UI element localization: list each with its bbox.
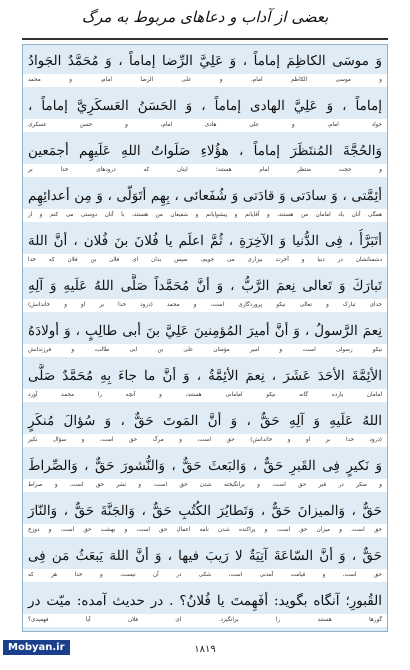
verse-line [23,137,387,179]
page-header [0,0,410,42]
persian-translation: دشمنانشان در دنیا و آخرت بیزاری می جویم، سپس بدان ای فلان بن فلان که خدا [23,254,387,267]
persian-translation: جواد امام، و علی هادی امام، و حسن عسکری [23,119,387,132]
header-divider [22,38,388,40]
verse-line [23,92,387,134]
page-number: ۱۸۱۹ [194,644,216,655]
verse-line [23,587,387,629]
arabic-text: القُبورِ؛ آنگاه بگوید: أفَهِمتَ يا فُلانُ؟ . در حدیث آمده: میّت در [28,593,382,609]
persian-translation: و حجت منتظر امام هستند؛ اینان که درودهای خدا بر [23,164,387,177]
page-title: بعضی از آداب و دعاهای مربوط به مرگ [81,8,329,26]
verse-line [23,362,387,404]
arabic-text: إماماً ، وَ عَلِيَّ الهادی إماماً ، وَ الحَسَنُ العَسكَرِيَّ إماماً ، [28,98,382,114]
site-logo[interactable]: Mobyan.ir [3,640,70,655]
verse-line [23,47,387,89]
verse-line [23,272,387,314]
persian-translation: همگی آنان باد امامان من هستند، و آقایانم و پیشوایانم و شفیعان من هستند، با آنان دوستی می کنم و از [23,209,387,222]
persian-translation: و منکر در قبر حق است، و برانگیخته شدن حق است، و نشر حق است، و صراط [23,479,387,492]
persian-translation: گورها هستند را برانگیزد. ای فلان آیا فهمیدی؟ [23,614,387,627]
verse-line [23,452,387,494]
persian-translation: حق است، و قیامت آمدنی است، شکی در آن نیست، و خدا هر که [23,569,387,582]
persian-translation: (درود خدا بر او و خاندانش) حق است، و مرگ حق است، و سؤال نکیر [23,434,387,447]
verse-line [23,182,387,224]
arabic-text: الأئِمَّةَ الأحَدَ عَشَرَ ، نِعمَ الأئِمَّةُ ، وَ أنَّ ما جاءَ بِهِ مُحَمَّدٌ صَلَّى [28,368,382,384]
verse-line [23,317,387,359]
arabic-text: نِعمَ الرَّسولُ ، وَ أنَّ أميرَ المُؤمِنينَ عَلِيَّ بنَ أبی طالِبٍ ، وَ أولادَهُ [28,323,382,339]
arabic-text: تَبارَكَ وَ تَعالى نِعمَ الرَّبُّ ، وَ أنَّ مُحَمَّداً صَلَّى اللهُ عَلَيهِ وَ آلِهِ [28,278,382,294]
verse-line [23,407,387,449]
arabic-text: حَقٌّ ، وَ أنَّ السّاعَةَ آتِيَةٌ لا رَيبَ فيها ، وَ أنَّ اللهَ يَبعَثُ مَن فِی [28,548,382,564]
persian-translation: حق است، و میزان حق است، و پراکنده شدن نامه اعمال حق است، و بهشت حق است، و دوزخ [23,524,387,537]
arabic-text: أئِمَّتی ، وَ سادَتی وَ قادَتی وَ شُفَعائی ، بِهِم أتَوَلّى ، وَ مِن أعدائِهِم [28,188,382,204]
arabic-text: اللهُ عَلَيهِ وَ آلِهِ حَقٌّ ، وَ أنَّ المَوتَ حَقٌّ ، وَ سُؤالَ مُنكَرٍ [28,413,382,429]
persian-translation: و موسی الکاظم امام، و علی الرضا امام، و محمد [23,74,387,87]
persian-translation: نیکو رسولی است، و امیر مؤمنان علی بن ابی طالب، و فرزندانش [23,344,387,357]
persian-translation: امامان یازده گانه نیکو امامانی هستند، و آنچه را محمد آورد [23,389,387,402]
arabic-text: حَقٌّ ، وَالميزانَ حَقٌّ ، وَتَطايُرَ الكُتُبِ حَقٌّ ، وَالجَنَّةَ حَقٌّ ، وَالنّارَ [28,503,382,519]
persian-translation: خدای تبارک و تعالی نیکو پروردگاری است، و محمد (درود خدا بر او و خاندانش) [23,299,387,312]
verse-line [23,497,387,539]
arabic-text: وَ موسَى الكاظِمَ إماماً ، وَ عَلِيَّ الرِّضا إماماً ، وَ مُحَمَّدٌ الجَوادُ [28,53,382,69]
arabic-text: أتَبَرَّأُ ، فِی الدُّنیا وَ الآخِرَةِ ، ثُمَّ اعلَم یا فُلانَ بنَ فُلان ، أنَّ اللهَ [28,233,382,249]
arabic-text: وَ نَكيرٍ فِی القَبرِ حَقٌّ ، وَالبَعثَ حَقٌّ ، وَالنُّشورَ حَقٌّ ، وَالصِّراطَ [28,458,382,474]
text-frame [22,44,388,632]
verse-line [23,227,387,269]
verse-line [23,542,387,584]
arabic-text: وَالحُجَّةَ المُنتَظَرَ إماماً ، هؤُلاءِ صَلَواتُ اللهِ عَلَيهِم أجمَعين [28,143,382,159]
